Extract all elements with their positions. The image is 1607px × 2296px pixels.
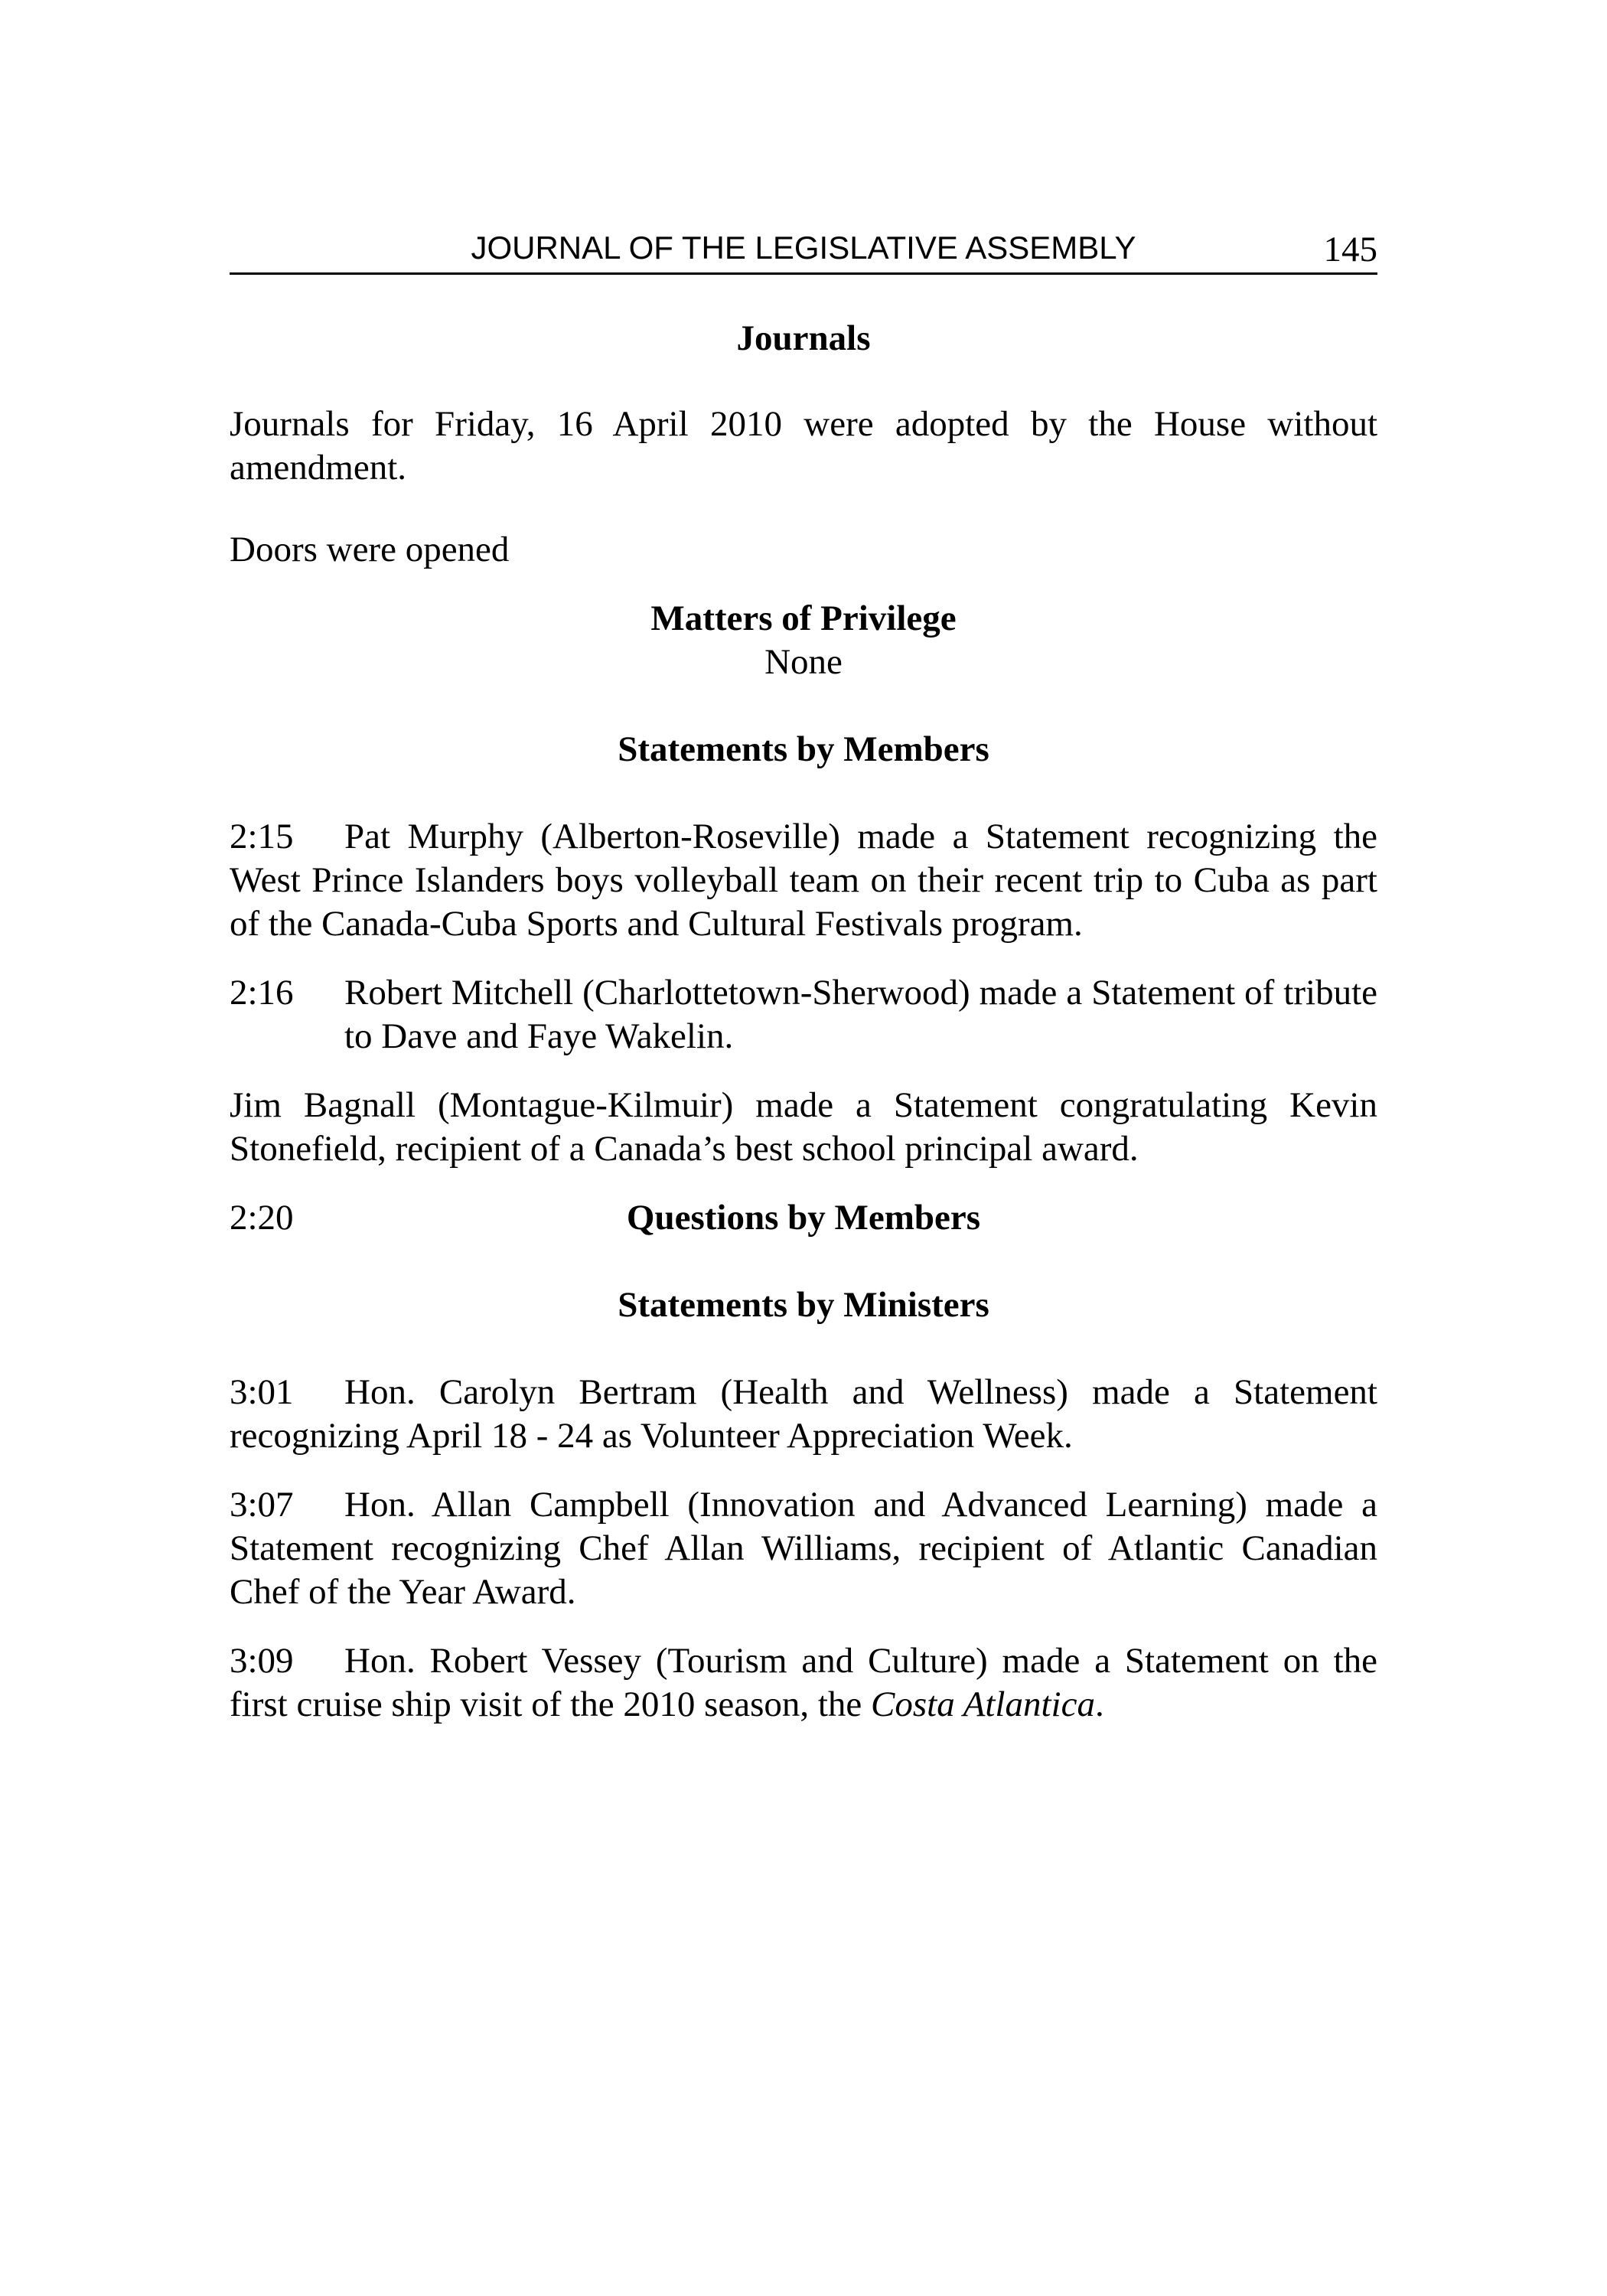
minister-statement-1 — [230, 1371, 1377, 1458]
running-header — [230, 222, 1377, 275]
questions-heading: Questions by Members — [626, 1198, 981, 1238]
doors-text: Doors were opened — [230, 530, 510, 569]
journals-heading: Journals — [736, 318, 871, 358]
privilege-text: None — [764, 642, 843, 682]
statement-time: 2:16 — [230, 973, 294, 1013]
statement-time: 3:01 — [230, 1372, 294, 1412]
statement-time: 3:07 — [230, 1485, 294, 1525]
member-statement-2 — [230, 971, 1377, 1058]
page-number: 145 — [1323, 230, 1377, 269]
statements-ministers-heading: Statements by Ministers — [618, 1285, 989, 1325]
member-statement-3 — [230, 1084, 1377, 1171]
statements-members-heading: Statements by Members — [618, 729, 989, 769]
statement-text: Hon. Carolyn Bertram (Health and Wellness) made a Statement recognizing April 18 - 24 as Volunteer Appreciation Week. — [230, 1372, 1377, 1456]
statement-time: 2:15 — [230, 817, 294, 856]
statement-text: Hon. Allan Campbell (Innovation and Advanced Learning) made a Statement recognizing Chef Allan Williams, recipient of Atlantic Canadian Chef of the Year Award. — [230, 1485, 1377, 1612]
questions-row — [230, 1196, 1377, 1240]
statement-text: Hon. Robert Vessey (Tourism and Culture) made a Statement on the first cruise ship visit of the 2010 season, the — [230, 1641, 1377, 1724]
journal-page — [230, 222, 1377, 1727]
statement-text: Robert Mitchell (Charlottetown-Sherwood) made a Statement of tribute to Dave and Faye Wakelin. — [344, 973, 1377, 1056]
privilege-heading: Matters of Privilege — [650, 598, 957, 638]
ship-name: Costa Atlantica — [871, 1684, 1095, 1724]
statement-text: Pat Murphy (Alberton-Roseville) made a Statement recognizing the West Prince Islanders boys volleyball team on their recent trip to Cuba as part of the Canada-Cuba Sports and Cultural Festivals program. — [230, 817, 1377, 944]
minister-statement-3 — [230, 1639, 1377, 1727]
journals-text: Journals for Friday, 16 April 2010 were adopted by the House without amendment. — [230, 404, 1377, 488]
running-title: JOURNAL OF THE LEGISLATIVE ASSEMBLY — [471, 230, 1136, 266]
statement-end: . — [1094, 1684, 1104, 1724]
minister-statement-2 — [230, 1483, 1377, 1614]
statement-text: Jim Bagnall (Montague-Kilmuir) made a Statement congratulating Kevin Stonefield, recipient of a Canada’s best school principal award. — [230, 1085, 1377, 1169]
statement-time: 3:09 — [230, 1641, 294, 1681]
questions-time: 2:20 — [230, 1198, 294, 1238]
member-statement-1 — [230, 815, 1377, 946]
